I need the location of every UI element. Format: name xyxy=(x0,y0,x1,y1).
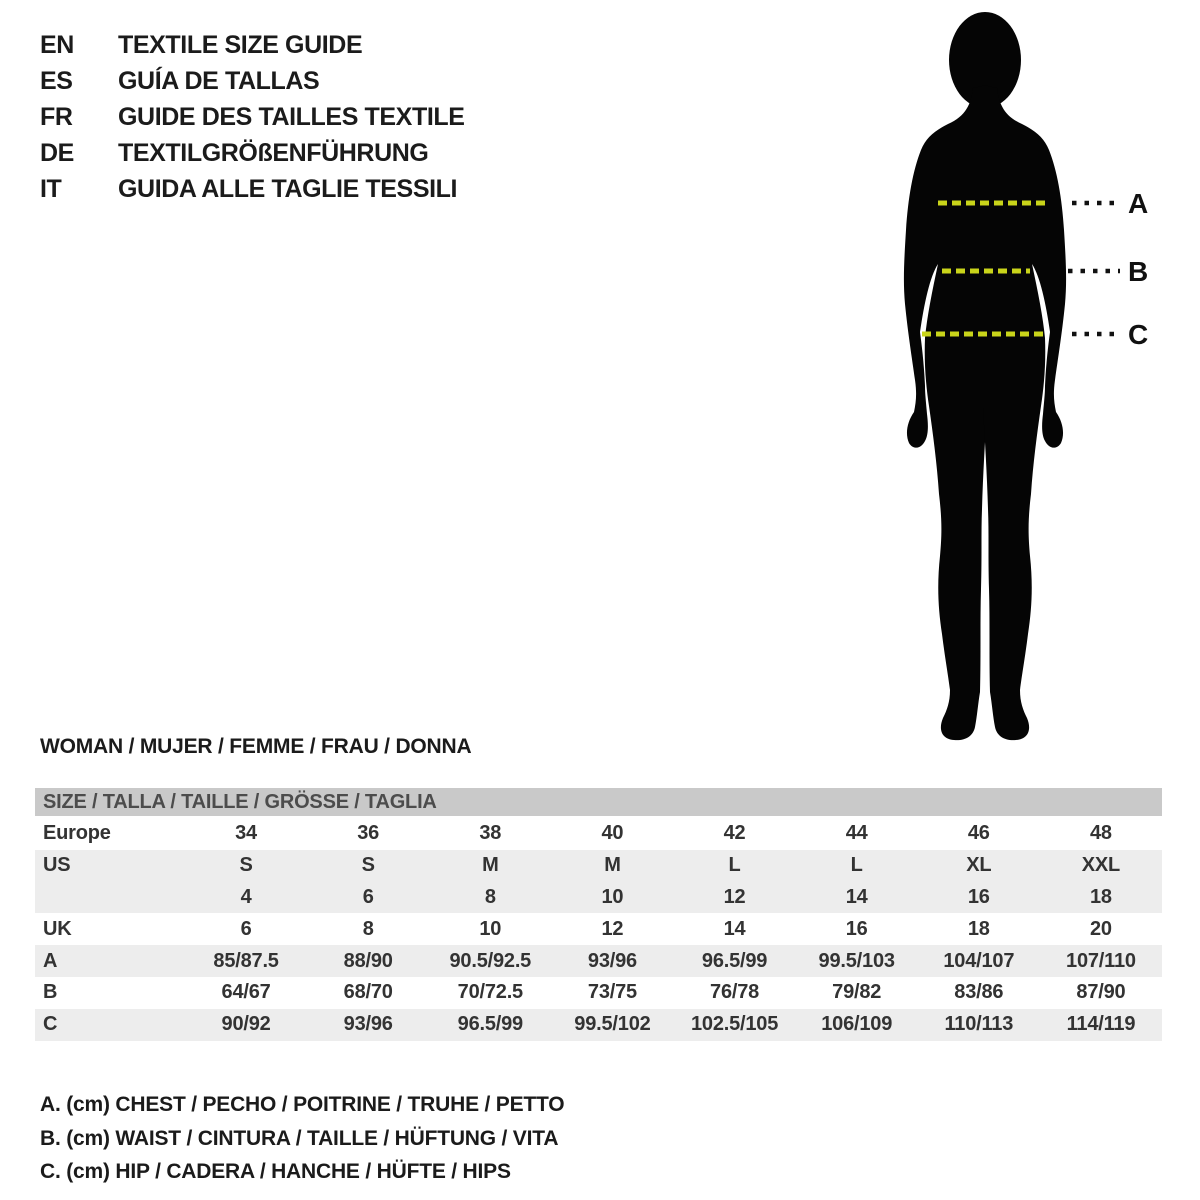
cell: 10 xyxy=(601,885,624,908)
leader-dot-lines xyxy=(1068,203,1120,334)
cell: 20 xyxy=(1090,917,1112,940)
cell: 8 xyxy=(484,885,496,908)
cell: 88/90 xyxy=(343,949,393,972)
cell: 18 xyxy=(967,917,990,940)
cell: 93/96 xyxy=(343,1013,393,1036)
cell: 46 xyxy=(967,822,990,845)
cell: L xyxy=(850,854,863,877)
cell: 12 xyxy=(723,885,746,908)
cell: 6 xyxy=(240,917,252,940)
cell: 114/119 xyxy=(1066,1013,1136,1036)
cell: 110/113 xyxy=(944,1013,1014,1036)
cell: 93/96 xyxy=(587,949,637,972)
legend-chest: A. (cm) CHEST / PECHO / POITRINE / TRUHE / PETTO xyxy=(40,1093,565,1116)
row-label: Europe xyxy=(43,822,111,845)
cell: 68/70 xyxy=(343,981,393,1004)
section-title: WOMAN / MUJER / FEMME / FRAU / DONNA xyxy=(40,735,472,758)
cell: 14 xyxy=(845,885,868,908)
cell: 44 xyxy=(845,822,868,845)
cell: 87/90 xyxy=(1076,981,1126,1004)
language-row-en xyxy=(40,27,465,63)
cell: XL xyxy=(966,854,992,877)
cell: 14 xyxy=(723,917,746,940)
cell: 36 xyxy=(357,822,380,845)
size-table-header: SIZE / TALLA / TAILLE / GRÖSSE / TAGLIA xyxy=(35,788,1162,816)
language-title: GUÍA DE TALLAS xyxy=(118,66,320,95)
cell: 96.5/99 xyxy=(701,949,768,972)
cell: 83/86 xyxy=(954,981,1004,1004)
table-row-hip-c xyxy=(35,1009,1162,1041)
table-row-waist-b xyxy=(35,977,1162,1009)
cell: 79/82 xyxy=(832,981,882,1004)
table-row-us-letters xyxy=(35,850,1162,882)
cell: 16 xyxy=(967,885,990,908)
cell: 34 xyxy=(235,822,257,845)
language-row-fr xyxy=(40,99,465,135)
cell: 107/110 xyxy=(1066,949,1136,972)
cell: 12 xyxy=(601,917,624,940)
cell: S xyxy=(239,854,253,877)
cell: 16 xyxy=(845,917,868,940)
legend-hip: C. (cm) HIP / CADERA / HANCHE / HÜFTE / HIPS xyxy=(40,1160,511,1183)
cell: 90/92 xyxy=(221,1013,271,1036)
cell: 104/107 xyxy=(943,949,1015,972)
cell: 99.5/102 xyxy=(574,1013,651,1036)
woman-silhouette xyxy=(904,12,1066,740)
cell: 42 xyxy=(723,822,746,845)
cell: 40 xyxy=(601,822,624,845)
language-title: GUIDA ALLE TAGLIE TESSILI xyxy=(118,174,458,203)
language-row-de xyxy=(40,135,465,171)
language-row-it xyxy=(40,171,465,207)
language-title: GUIDE DES TAILLES TEXTILE xyxy=(118,102,465,131)
language-code: DE xyxy=(40,138,74,167)
cell: 96.5/99 xyxy=(457,1013,523,1036)
cell: 106/109 xyxy=(821,1013,893,1036)
table-row-us-numbers xyxy=(35,882,1162,914)
cell: 6 xyxy=(362,885,374,908)
row-label: UK xyxy=(43,917,72,940)
measurement-legend xyxy=(40,1088,564,1189)
cell: 70/72.5 xyxy=(457,981,523,1004)
cell: M xyxy=(604,854,621,877)
cell: 73/75 xyxy=(587,981,637,1004)
language-title: TEXTILGRÖßENFÜHRUNG xyxy=(118,138,429,167)
marker-label-c: C xyxy=(1128,319,1149,350)
cell: 38 xyxy=(479,822,502,845)
woman-silhouette-figure xyxy=(880,0,1200,745)
cell: 76/78 xyxy=(710,981,760,1004)
language-code: FR xyxy=(40,102,73,131)
cell: 90.5/92.5 xyxy=(449,949,532,972)
cell: 48 xyxy=(1090,822,1112,845)
table-row-chest-a xyxy=(35,945,1162,977)
row-label: A xyxy=(43,949,58,972)
table-row-uk xyxy=(35,913,1162,945)
cell: 99.5/103 xyxy=(818,949,895,972)
cell: L xyxy=(728,854,741,877)
table-row-europe xyxy=(35,818,1162,850)
row-label: US xyxy=(43,854,71,877)
size-table xyxy=(35,788,1162,1041)
cell: XXL xyxy=(1081,854,1121,877)
cell: 102.5/105 xyxy=(690,1013,779,1036)
cell: 64/67 xyxy=(221,981,271,1004)
language-code: IT xyxy=(40,174,62,203)
cell: 8 xyxy=(362,917,374,940)
language-code: ES xyxy=(40,66,73,95)
row-label: B xyxy=(43,981,58,1004)
cell: 85/87.5 xyxy=(213,949,279,972)
language-row-es xyxy=(40,63,465,99)
language-code: EN xyxy=(40,30,74,59)
cell: S xyxy=(361,854,375,877)
cell: 10 xyxy=(479,917,502,940)
language-title: TEXTILE SIZE GUIDE xyxy=(118,30,363,59)
cell: 18 xyxy=(1090,885,1112,908)
cell: 4 xyxy=(240,885,252,908)
row-label: C xyxy=(43,1013,58,1036)
marker-label-a: A xyxy=(1128,188,1149,219)
cell: M xyxy=(482,854,499,877)
language-list xyxy=(40,27,465,207)
legend-waist: B. (cm) WAIST / CINTURA / TAILLE / HÜFTUNG / VITA xyxy=(40,1126,559,1150)
marker-label-b: B xyxy=(1128,256,1149,287)
